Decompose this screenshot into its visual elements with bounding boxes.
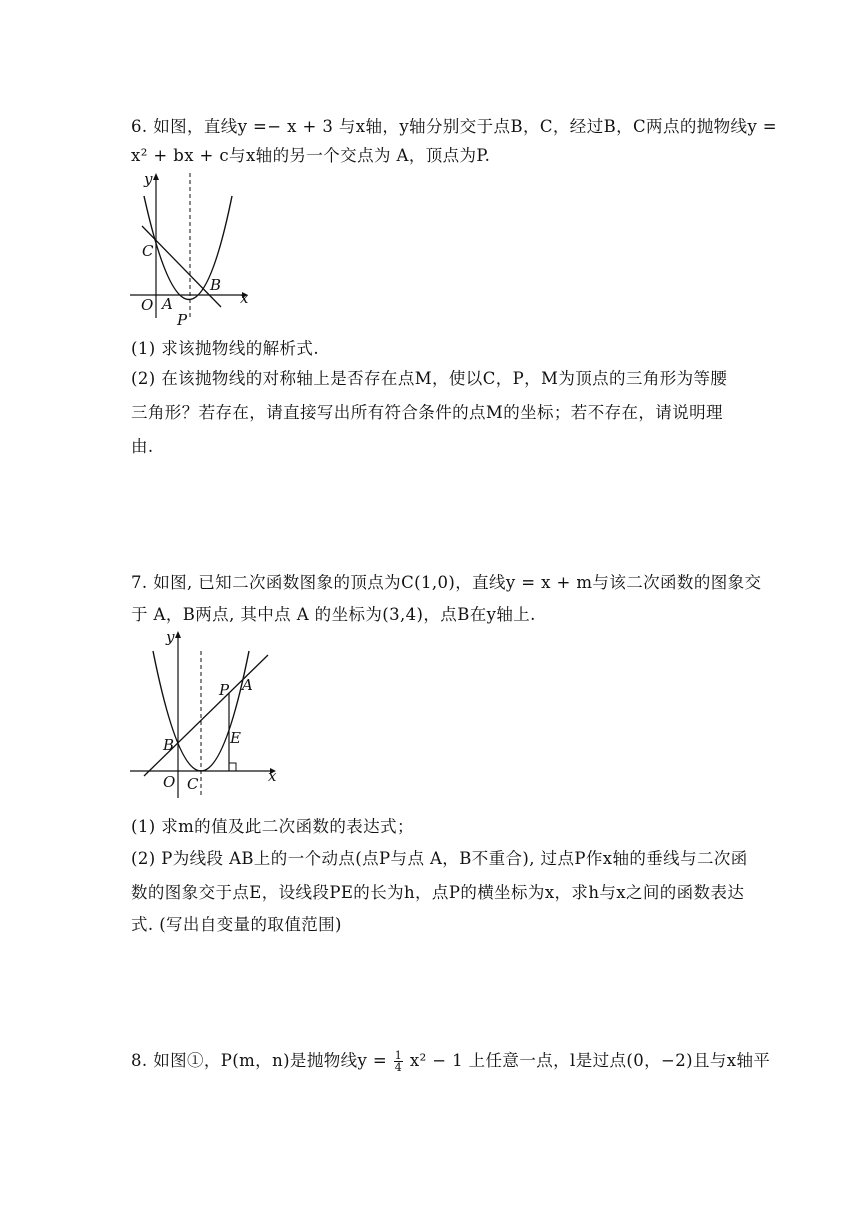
q8-stem-line-1 (131, 1049, 771, 1074)
q7-stem-line-2: 于 A，B两点, 其中点 A 的坐标为(3,4)，点B在y轴上. (131, 605, 536, 624)
q7-label-a: A (242, 676, 253, 694)
q7-part-2-line-2: 数的图象交于点E，设线段PE的长为h，点P的横坐标为x，求h与x之间的函数表达 (131, 883, 745, 902)
q6-part-2-line-2: 三角形？若存在，请直接写出所有符合条件的点M的坐标；若不存在，请说明理 (131, 403, 723, 422)
q7-part-2-line-1: (2) P为线段 AB上的一个动点(点P与点 A，B不重合), 过点P作x轴的垂线与二次函 (131, 849, 748, 868)
q7-label-p: P (219, 681, 230, 699)
q7-part-1: (1) 求m的值及此二次函数的表达式； (131, 817, 414, 836)
q7-label-y: y (166, 628, 175, 646)
q7-label-b: B (163, 736, 175, 754)
q7-y-arrow (175, 631, 181, 638)
q6-label-c: C (142, 242, 154, 260)
q7-label-o: O (163, 773, 176, 791)
q6-part-2-line-3: 由. (131, 437, 154, 456)
q6-figure (126, 168, 256, 328)
q6-label-b: B (210, 276, 222, 294)
q6-stem-line-1: 6. 如图，直线y =− x + 3 与x轴，y轴分别交于点B，C，经过B，C两点的抛物线y = (131, 117, 778, 136)
q8-frac-denominator: 4 (394, 1061, 403, 1074)
q8-prefix: 8. 如图①，P(m，n)是抛物线y = (131, 1051, 388, 1070)
q7-figure (126, 626, 286, 801)
q7-label-x: x (268, 767, 277, 785)
q6-part-1: (1) 求该抛物线的解析式. (131, 339, 319, 358)
q6-stem-line-2: x² + bx + c与x轴的另一个交点为 A，顶点为P. (131, 146, 491, 165)
q7-line-ab (144, 655, 268, 776)
q8-frac-numerator: 1 (394, 1049, 403, 1062)
q6-label-p: P (177, 311, 188, 328)
q7-part-2-line-3: 式. (写出自变量的取值范围) (131, 915, 342, 934)
q7-label-c: C (187, 775, 199, 793)
q6-y-arrow (153, 173, 159, 180)
q7-right-angle-mark (229, 763, 236, 771)
q8-suffix: x² − 1 上任意一点，l是过点(0，−2)且与x轴平 (409, 1051, 771, 1070)
q6-part-2-line-1: (2) 在该抛物线的对称轴上是否存在点M，使以C，P，M为顶点的三角形为等腰 (131, 369, 728, 388)
q6-label-y: y (144, 170, 153, 188)
q7-label-e: E (230, 729, 241, 747)
q7-stem-line-1: 7. 如图, 已知二次函数图象的顶点为C(1,0)，直线y = x + m与该二次函数的图象交 (131, 573, 762, 592)
q6-label-a: A (162, 295, 173, 313)
q8-fraction (394, 1050, 403, 1073)
q6-label-x: x (240, 289, 249, 307)
q6-label-o: O (141, 296, 154, 314)
